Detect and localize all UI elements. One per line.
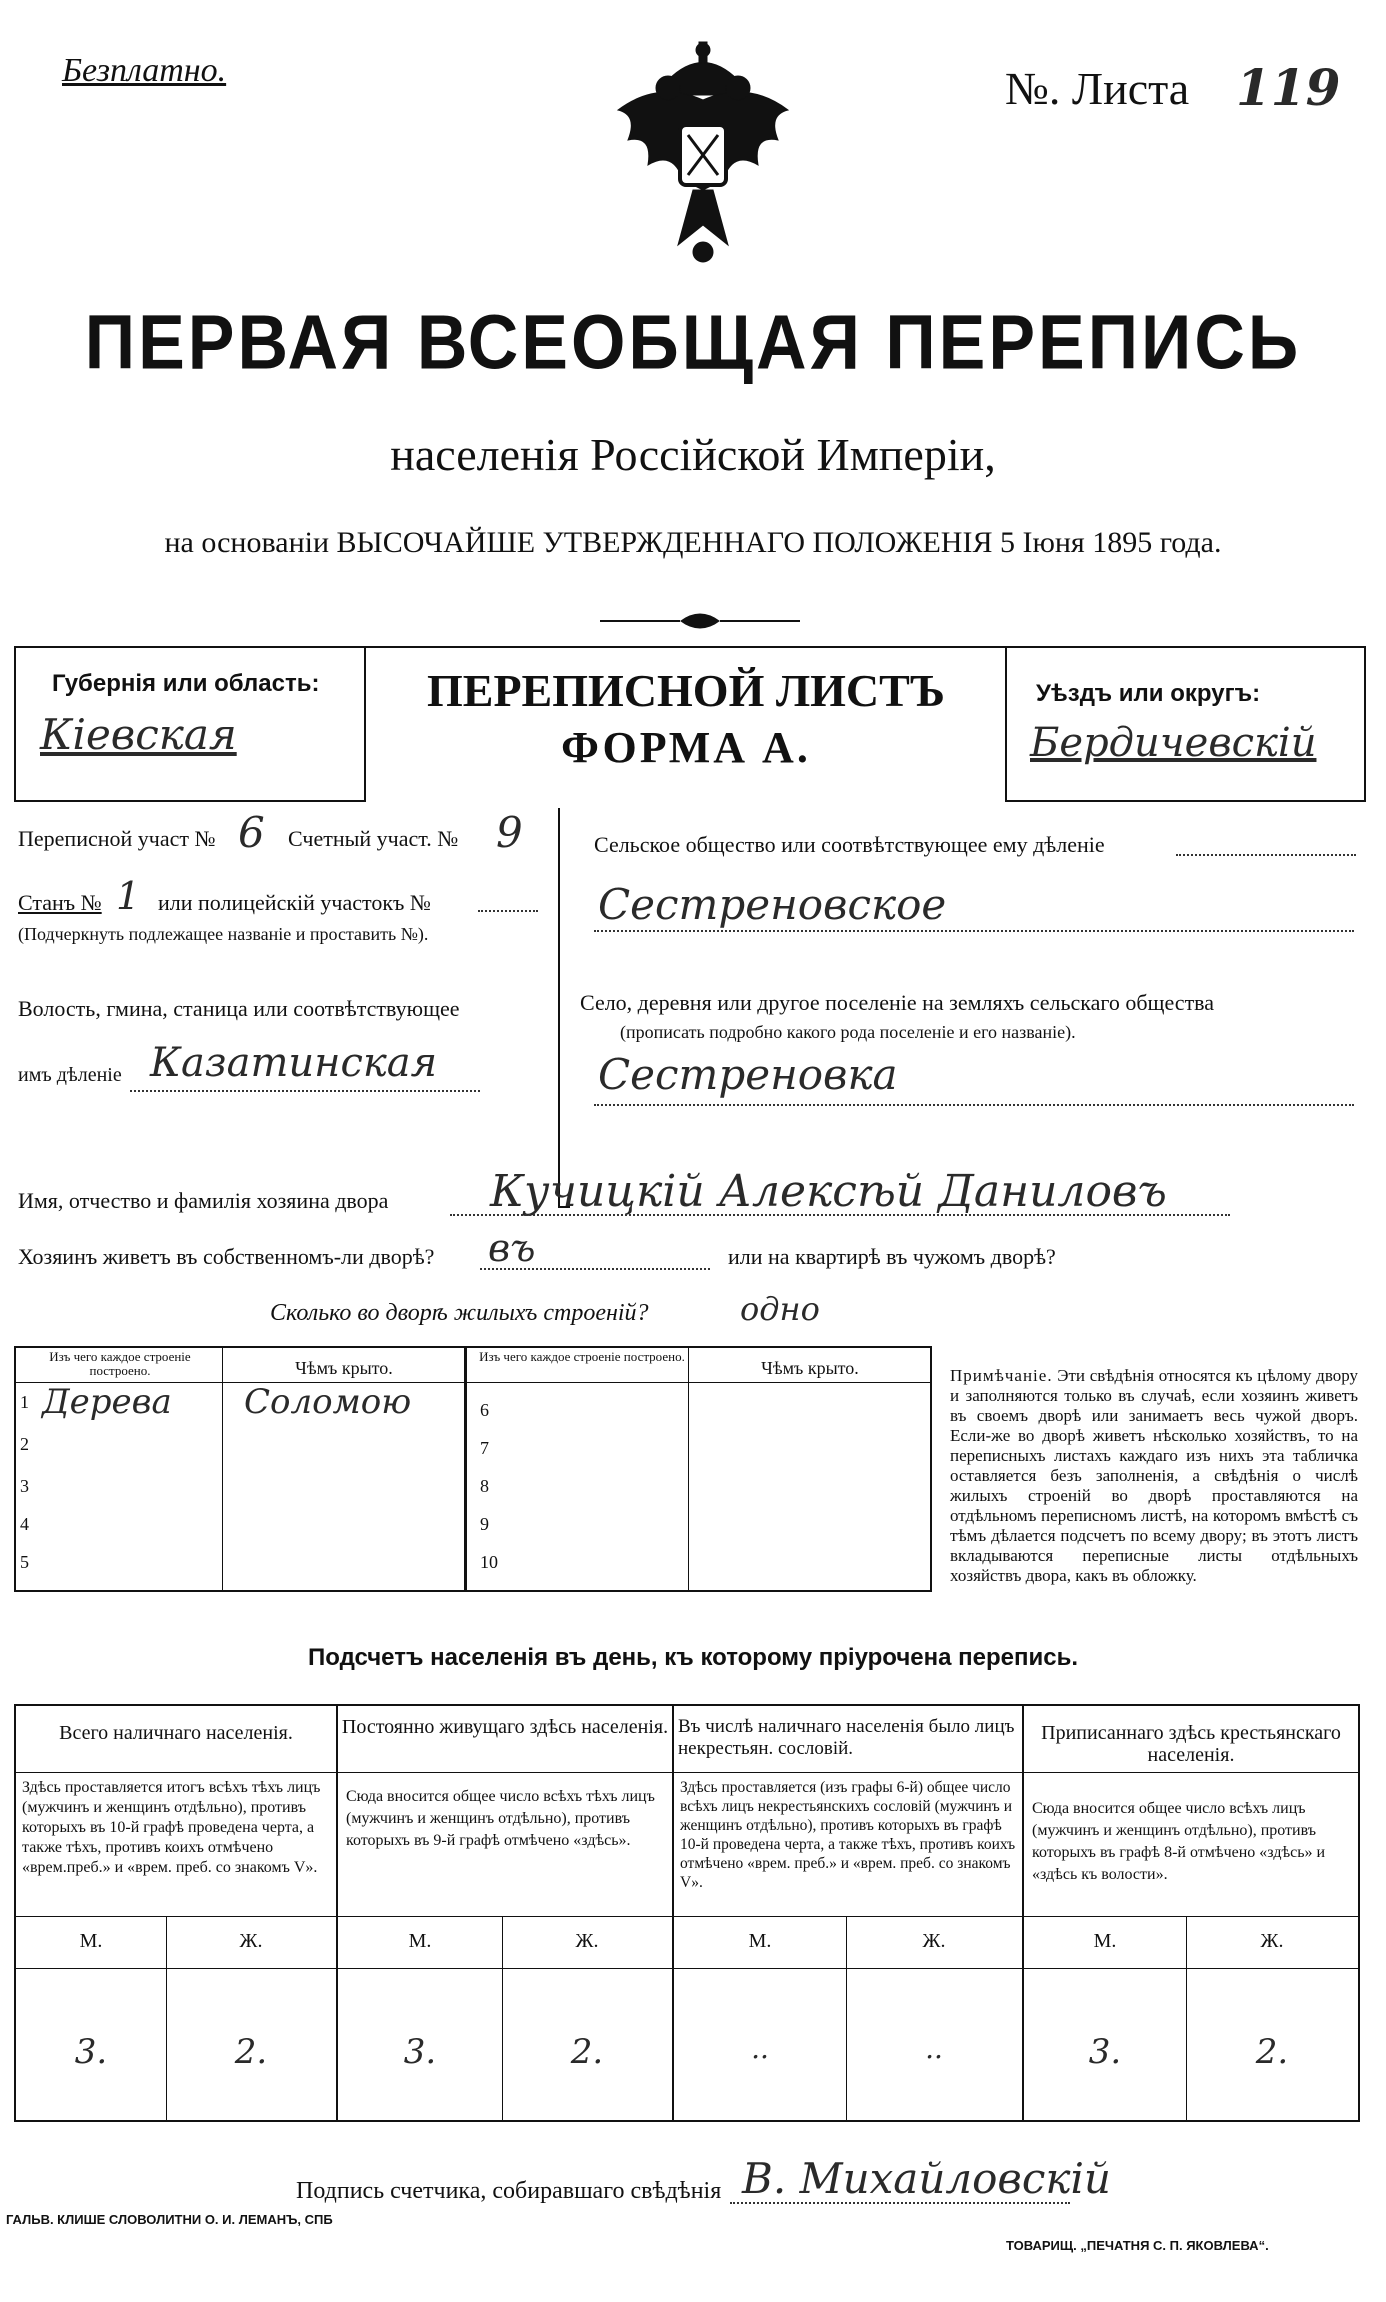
count-female-label: Ж. <box>1260 1930 1284 1952</box>
count-male-label: М. <box>748 1930 772 1952</box>
form-title: ПЕРЕПИСНОЙ ЛИСТЪ <box>426 665 946 716</box>
row-number: 2 <box>20 1434 29 1454</box>
count-male-value: 3. <box>403 2032 437 2072</box>
count-col-peasant-desc: Сюда вносится общее число всѣхъ лицъ (мужчинъ и женщинъ отдѣльно), противъ которыхъ въ графѣ 8-й отмѣчено «здѣсь» и «здѣсь къ волости». <box>1032 1800 1326 1883</box>
row-roof: Соломою <box>244 1382 412 1422</box>
basis-line: на основаніи ВЫСОЧАЙШЕ УТВЕРЖДЕННАГО ПОЛОЖЕНІЯ 5 Іюня 1895 года. <box>164 526 1222 559</box>
society-label: Сельское общество или соотвѣтствующее ему дѣленіе <box>594 832 1105 857</box>
signature-label: Подпись счетчика, собиравшаго свѣдѣнія <box>296 2178 722 2204</box>
page-subtitle: населенія Россійской Имперіи, <box>390 429 996 480</box>
col-material-header-right: Изъ чего каждое строеніе построено. <box>479 1349 685 1364</box>
sheet-number-value: 119 <box>1236 58 1341 117</box>
row-number: 10 <box>480 1552 498 1572</box>
society-value: Сестреновское <box>598 880 947 929</box>
volost-value: Казатинская <box>150 1040 438 1086</box>
police-area-label: или полицейскій участокъ № <box>158 890 431 915</box>
count-male-label: М. <box>1093 1930 1117 1952</box>
count-col-total-header: Всего наличнаго населенія. <box>59 1722 293 1744</box>
row-number: 8 <box>480 1476 489 1496</box>
count-col-resident-header: Постоянно живущаго здѣсь населенія. <box>341 1716 669 1738</box>
count-male-label: М. <box>79 1930 103 1952</box>
row-number: 6 <box>480 1400 489 1420</box>
count-female-value: 2. <box>570 2032 604 2072</box>
form-subtitle: ФОРМА А. <box>561 723 811 772</box>
table-row <box>468 1392 928 1428</box>
col-roof-header-right: Чѣмъ крыто. <box>761 1358 859 1378</box>
own-yard-value: въ <box>488 1226 536 1270</box>
printer-left: ГАЛЬВ. КЛИШЕ СЛОВОЛИТНИ О. И. ЛЕМАНЪ, СПБ <box>6 2212 333 2227</box>
count-male-value: 3. <box>1088 2032 1122 2072</box>
table-row <box>18 1382 464 1428</box>
volost-label-2: имъ дѣленіе <box>18 1064 122 1086</box>
count-male-label: М. <box>408 1930 432 1952</box>
count-male-value: .. <box>751 2032 769 2065</box>
buildings-label: Сколько во дворѣ жилыхъ строеній? <box>270 1300 649 1326</box>
row-number: 4 <box>20 1514 29 1534</box>
count-area-label: Счетный участ. № <box>288 826 459 851</box>
count-col-peasant-header: Приписаннаго здѣсь крестьянскаго населенія. <box>1041 1722 1341 1766</box>
table-row <box>468 1506 928 1542</box>
row-material: Дерева <box>42 1382 172 1422</box>
count-col-total-desc: Здѣсь проставляется итогъ всѣхъ тѣхъ лицъ (мужчинъ и женщинъ отдѣльно), противъ которыхъ въ 10-й графѣ проведена черта, а также тѣхъ, противъ коихъ отмѣчено «врем.преб.» и «врем. преб. со знакомъ V». <box>22 1779 321 1876</box>
village-label: Село, деревня или другое поселеніе на земляхъ сельскаго общества <box>580 990 1215 1015</box>
village-note: (прописать подробно какого рода поселеніе и его названіе). <box>620 1022 1076 1042</box>
eagle-emblem-icon <box>598 40 808 270</box>
free-label: Безплатно. <box>62 52 227 89</box>
sheet-number-label: №. Листа <box>1005 63 1190 114</box>
col-material-header-left: Изъ чего каждое строеніе построено. <box>49 1349 191 1378</box>
row-number: 3 <box>20 1476 29 1496</box>
count-col-resident-desc: Сюда вносится общее число всѣхъ тѣхъ лицъ (мужчинъ и женщинъ отдѣльно), противъ которыхъ въ 9-й графѣ отмѣчено «здѣсь». <box>346 1788 655 1849</box>
stan-label: Станъ № <box>18 890 102 915</box>
count-female-value: 2. <box>1255 2032 1289 2072</box>
count-female-label: Ж. <box>575 1930 599 1952</box>
count-col-nonpeasant-header: Въ числѣ наличнаго населенія было лицъ некрестьян. сословій. <box>678 1716 1015 1759</box>
table-row <box>18 1430 464 1468</box>
volost-label: Волость, гмина, станица или соотвѣтствующее <box>18 996 460 1021</box>
count-col-nonpeasant-desc: Здѣсь проставляется (изъ графы 6-й) общее число всѣхъ лицъ некрестьянскихъ сословій (мужчинъ и женщинъ отдѣльно), противъ которыхъ въ графѣ 10-й проведена черта, а также тѣхъ, противъ коихъ отмѣчено «врем. преб.» и «врем. преб. со знакомъ V». <box>680 1779 1016 1891</box>
count-table <box>14 1704 1360 2122</box>
province-value: Кіевская <box>40 710 237 759</box>
other-yard-label: или на квартирѣ въ чужомъ дворѣ? <box>728 1244 1056 1269</box>
row-number: 1 <box>20 1392 29 1412</box>
owner-name-label: Имя, отчество и фамилія хозяина двора <box>18 1188 389 1213</box>
count-male-value: 3. <box>74 2032 108 2072</box>
owner-name-value: Кучицкій Алексѣй Даниловъ <box>490 1166 1167 1217</box>
census-area-value: 6 <box>238 808 265 857</box>
province-label: Губернія или область: <box>52 670 320 697</box>
note-block <box>950 1366 1358 1586</box>
count-female-value: .. <box>925 2032 943 2065</box>
count-female-label: Ж. <box>922 1930 946 1952</box>
count-section-title: Подсчетъ населенія въ день, къ которому пріурочена перепись. <box>308 1644 1078 1671</box>
table-row <box>468 1430 928 1466</box>
count-female-value: 2. <box>234 2032 268 2072</box>
district-value: Бердичевскій <box>1030 720 1317 766</box>
table-row <box>18 1468 464 1506</box>
table-row <box>468 1468 928 1504</box>
stan-value: 1 <box>116 874 141 918</box>
count-female-label: Ж. <box>239 1930 263 1952</box>
row-number: 9 <box>480 1514 489 1534</box>
page-title: ПЕРВАЯ ВСЕОБЩАЯ ПЕРЕПИСЬ <box>84 299 1302 385</box>
ornament-divider <box>600 606 800 636</box>
district-label: Уѣздъ или округъ: <box>1036 680 1261 707</box>
census-area-label: Переписной участ № <box>18 826 216 851</box>
note-text: Эти свѣдѣнія относятся къ цѣлому двору и заполняются только въ случаѣ, если хозяинъ живетъ въ своемъ дворѣ или занимаетъ весь чужой дворъ. Если-же во дворѣ живетъ нѣсколько хозяйствъ, то на переписныхъ листахъ каждаго изъ нихъ эта табличка оставляется безъ заполненія, а свѣдѣнія о числѣ жилыхъ строеній во дворѣ проставляются на отдѣльномъ переписномъ листѣ, на которомъ вмѣстѣ съ тѣмъ дѣлается подсчетъ по всему двору; въ этотъ листъ вкладываются переписные листы отдѣльныхъ хозяйствъ двора, какъ въ обложку. <box>950 1366 1358 1585</box>
table-row <box>468 1544 928 1580</box>
row-number: 5 <box>20 1552 29 1572</box>
own-yard-label: Хозяинъ живетъ въ собственномъ-ли дворѣ? <box>18 1244 435 1269</box>
row-number: 7 <box>480 1438 489 1458</box>
printer-right: ТОВАРИЩ. „ПЕЧАТНЯ С. П. ЯКОВЛЕВА“. <box>1006 2238 1269 2253</box>
note-label: Примѣчаніе. <box>950 1366 1053 1385</box>
signature-value: В. Михайловскій <box>742 2154 1111 2203</box>
table-row <box>18 1506 464 1544</box>
count-area-value: 9 <box>496 808 523 857</box>
table-row <box>18 1544 464 1582</box>
buildings-value: одно <box>740 1290 820 1328</box>
village-value: Сестреновка <box>598 1050 898 1099</box>
col-roof-header-left: Чѣмъ крыто. <box>295 1358 393 1378</box>
underline-note: (Подчеркнуть подлежащее названіе и проставить №). <box>18 924 429 944</box>
